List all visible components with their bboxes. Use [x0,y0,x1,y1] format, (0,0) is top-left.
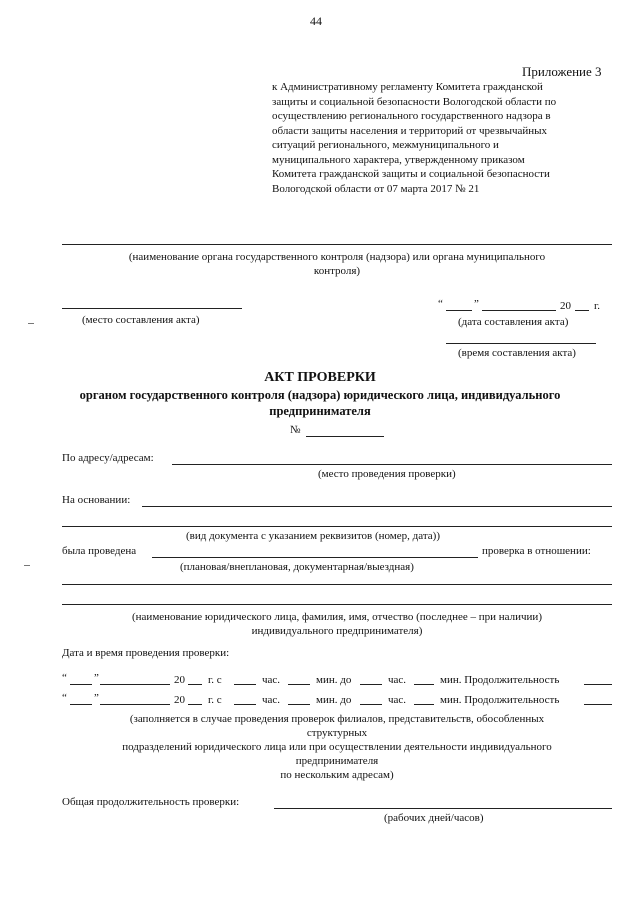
basis-label: На основании: [62,494,131,506]
total-caption: (рабочих дней/часов) [384,812,484,824]
row-min-from-line[interactable] [288,684,310,685]
organ-caption-line: контроля) [313,265,361,277]
page-number: 44 [310,14,322,28]
entity-caption [62,610,612,638]
date-quote-open: “ [438,298,443,310]
act-subtitle: предпринимателя [269,404,371,418]
appendix-line: Комитета гражданской защиты и социальной безопасности [272,168,550,180]
appendix-line: области защиты населения и территорий от чрезвычайных [272,124,548,137]
row-g-from: г. с [208,674,222,686]
basis-caption: (вид документа с указанием реквизитов (номер, дата)) [186,530,440,542]
row-hour-from-line[interactable] [234,704,256,705]
date-quote-close: ” [474,298,479,310]
act-subtitle: органом государственного контроля (надзора) юридического лица, индивидуального [79,388,561,402]
appendix-line: муниципального характера, утвержденному приказом [272,153,525,166]
address-label: По адресу/адресам: [62,452,154,464]
row-year-line[interactable] [188,684,202,685]
conducted-caption: (плановая/внеплановая, документарная/выездная) [180,561,414,573]
row-day-line[interactable] [70,704,92,705]
row-hour-label: час. [262,694,281,706]
row-day-line[interactable] [70,684,92,685]
datetime-label: Дата и время проведения проверки: [62,647,230,659]
row-month-line[interactable] [100,704,170,705]
act-title: АКТ ПРОВЕРКИ [264,370,376,385]
total-line[interactable] [274,808,612,809]
appendix-line: защиты и социальной безопасности Вологодской области по [272,95,557,108]
entity-caption-line: индивидуального предпринимателя) [251,625,423,637]
entity-line-2[interactable] [62,604,612,605]
row-duration-line[interactable] [584,704,612,705]
time-line[interactable] [446,343,596,344]
entity-line[interactable] [62,584,612,585]
row-month-line[interactable] [100,684,170,685]
date-year-line[interactable] [575,310,589,311]
date-year: 20 [560,300,571,312]
organ-caption-line: (наименование органа государственного контроля (надзора) или органа муниципального [128,251,546,263]
row-quote-open: “ [62,692,67,704]
date-day-line[interactable] [446,310,472,311]
date-year-suffix: г. [594,300,601,312]
basis-line[interactable] [142,506,612,507]
date-month-line[interactable] [482,310,556,311]
basis-line-2[interactable] [62,526,612,527]
inspection-label: проверка в отношении: [482,545,591,557]
fill-note-line: предпринимателя [295,755,379,767]
address-line[interactable] [172,464,612,465]
row-g-from: г. с [208,694,222,706]
row-year: 20 [174,674,185,686]
total-label: Общая продолжительность проверки: [62,796,240,808]
fill-note-line: (заполняется в случае проведения проверок филиалов, представительств, обособленных [129,713,545,725]
row-duration-label: мин. Продолжительность [440,694,560,706]
address-caption: (место проведения проверки) [318,468,456,480]
appendix-line: осуществлению регионального государственного надзора в [272,110,551,122]
place-line[interactable] [62,308,242,309]
row-min-to-line[interactable] [414,684,434,685]
row-year-line[interactable] [188,704,202,705]
fill-note-line: по нескольким адресам) [280,769,394,781]
conducted-line[interactable] [152,557,478,558]
entity-caption-line: (наименование юридического лица, фамилия, имя, отчество (последнее – при наличии) [132,611,542,623]
row-year: 20 [174,694,185,706]
row-min-to-label: мин. до [316,674,352,686]
appendix-line: к Административному регламенту Комитета гражданской [272,81,543,93]
row-hour-label: час. [262,674,281,686]
scan-mark [24,565,30,566]
date-caption: (дата составления акта) [458,316,569,328]
appendix-text [272,80,622,196]
row-hour-to-line[interactable] [360,684,382,685]
fill-note-line: структурных [306,727,368,739]
row-duration-line[interactable] [584,684,612,685]
conducted-label: была проведена [62,545,137,557]
row-hour-to-line[interactable] [360,704,382,705]
row-min-to-line[interactable] [414,704,434,705]
appendix-title: Приложение 3 [522,64,602,79]
row-min-to-label: мин. до [316,694,352,706]
row-quote-open: “ [62,672,67,684]
row-hour2-label: час. [388,694,407,706]
place-caption: (место составления акта) [82,314,200,326]
row-hour-from-line[interactable] [234,684,256,685]
row-hour2-label: час. [388,674,407,686]
time-caption: (время составления акта) [458,347,576,359]
row-min-from-line[interactable] [288,704,310,705]
act-number-label: № [290,424,301,436]
act-number-line[interactable] [306,436,384,437]
appendix-line: ситуаций регионального, межмуниципального и [272,139,499,151]
row-duration-label: мин. Продолжительность [440,674,560,686]
scan-mark [28,323,34,324]
organ-caption [62,250,612,278]
row-quote-close: ” [94,692,99,704]
row-quote-close: ” [94,672,99,684]
fill-note-line: подразделений юридического лица или при осуществлении деятельности индивидуального [122,741,552,753]
fill-note [62,712,612,782]
organ-name-line[interactable] [62,244,612,245]
appendix-line: Вологодской области от 07 марта 2017 № 21 [272,182,480,195]
